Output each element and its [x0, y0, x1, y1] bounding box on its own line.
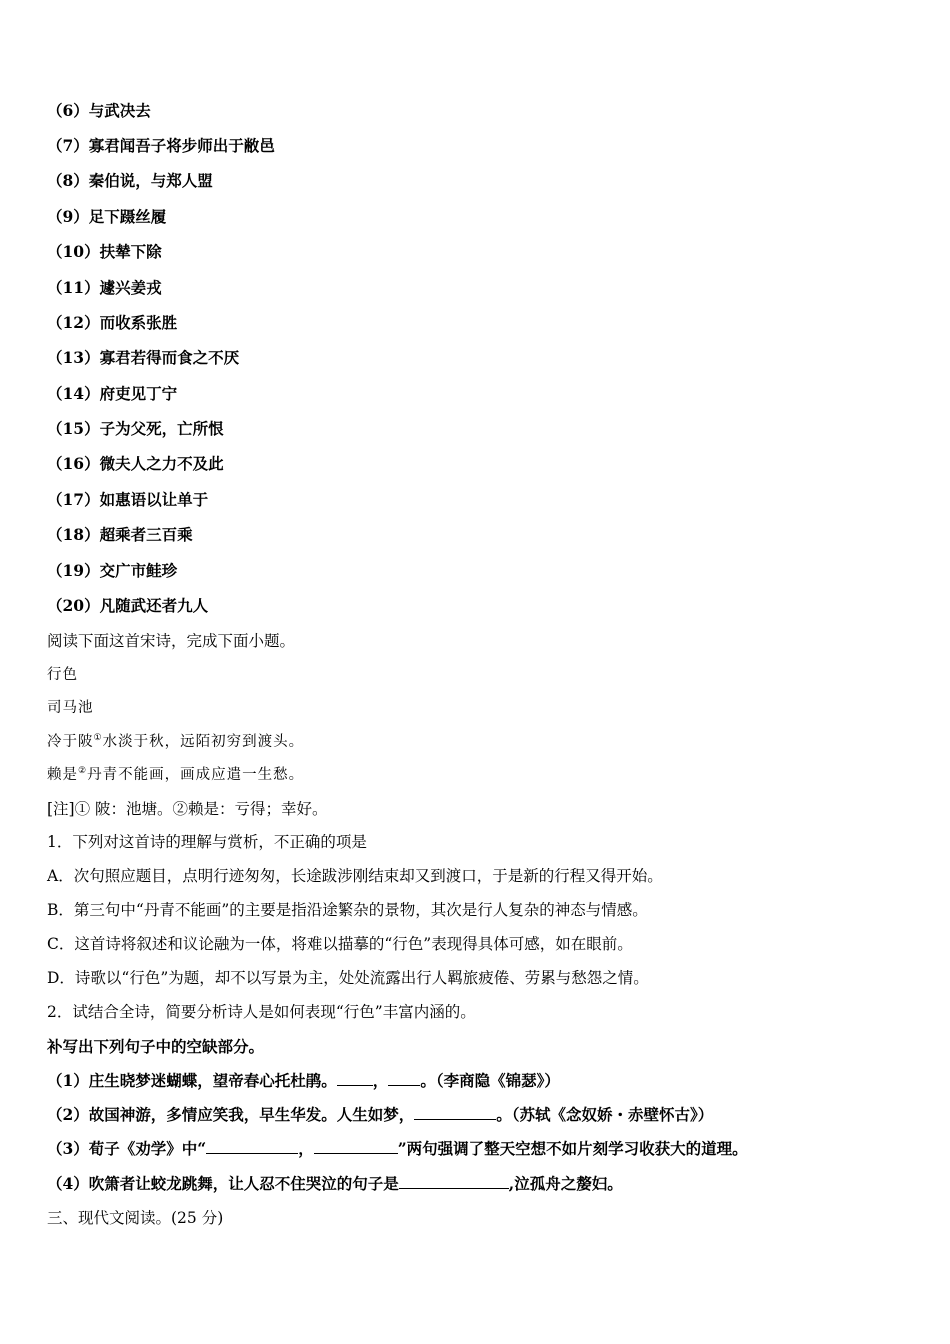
poem-line-2: 赖是②丹青不能画，画成应遣一生愁。: [47, 766, 305, 783]
answer-blank[interactable]: [314, 1138, 398, 1154]
list-item: （10）扶辇下除: [47, 242, 162, 261]
question-2: 2．试结合全诗，简要分析诗人是如何表现“行色”丰富内涵的。: [47, 1003, 476, 1021]
poem-title: 行色: [47, 667, 78, 683]
list-item: （12）而收系张胜: [47, 313, 178, 332]
footnote-mark: ①: [93, 733, 103, 744]
section-heading: 三、现代文阅读。(25 分): [47, 1209, 224, 1227]
fill-item-1: （1）庄生晓梦迷蝴蝶，望帝春心托杜鹃。 ， 。（李商隐《锦瑟》）: [47, 1071, 560, 1090]
poem-line-1: 冷于陂①水淡于秋，远陌初穷到渡头。: [47, 733, 305, 750]
list-item: （14）府吏见丁宁: [47, 384, 178, 403]
list-item: （6）与武决去: [47, 101, 151, 120]
list-item: （13）寡君若得而食之不厌: [47, 348, 240, 367]
answer-blank[interactable]: [337, 1070, 373, 1086]
fill-item-2: （2）故国神游，多情应笑我，早生华发。人生如梦， 。（苏轼《念奴娇・赤壁怀古》）: [47, 1105, 714, 1124]
list-item: （9）足下蹑丝履: [47, 207, 167, 226]
answer-blank[interactable]: [414, 1104, 496, 1120]
list-item: （17）如惠语以让单于: [47, 490, 209, 509]
fill-item-4: （4）吹箫者让蛟龙跳舞，让人忍不住哭泣的句子是 ,泣孤舟之嫠妇。: [47, 1174, 623, 1193]
poem-note: [注]① 陂：池塘。②赖是：亏得；幸好。: [47, 800, 328, 818]
list-item: （7）寡君闻吾子将步师出于敝邑: [47, 136, 275, 155]
list-item: （11）遽兴姜戎: [47, 278, 162, 297]
poem-intro: 阅读下面这首宋诗，完成下面小题。: [47, 632, 296, 650]
list-item: （16）微夫人之力不及此: [47, 454, 224, 473]
fill-item-3: （3）荀子《劝学》中“ ， ”两句强调了整天空想不如片刻学习收获大的道理。: [47, 1139, 748, 1158]
option-b: B．第三句中“丹青不能画”的主要是指沿途繁杂的景物，其次是行人复杂的神态与情感。: [47, 901, 648, 919]
answer-blank[interactable]: [399, 1173, 509, 1189]
footnote-mark: ②: [78, 766, 88, 777]
list-item: （20）凡随武还者九人: [47, 596, 209, 615]
list-item: （15）子为父死，亡所恨: [47, 419, 224, 438]
answer-blank[interactable]: [206, 1138, 298, 1154]
list-item: （19）交广市鲑珍: [47, 561, 178, 580]
option-a: A．次句照应题目，点明行迹匆匆，长途跋涉刚结束却又到渡口，于是新的行程又得开始。: [47, 867, 663, 885]
poem-author: 司马池: [47, 700, 94, 716]
option-c: C．这首诗将叙述和议论融为一体，将难以描摹的“行色”表现得具体可感，如在眼前。: [47, 935, 633, 953]
answer-blank[interactable]: [388, 1070, 420, 1086]
list-item: （8）秦伯说，与郑人盟: [47, 171, 213, 190]
list-item: （18）超乘者三百乘: [47, 525, 193, 544]
question-1: 1．下列对这首诗的理解与赏析，不正确的项是: [47, 833, 367, 851]
fill-heading: 补写出下列句子中的空缺部分。: [47, 1037, 265, 1056]
option-d: D．诗歌以“行色”为题，却不以写景为主，处处流露出行人羁旅疲倦、劳累与愁怨之情。: [47, 969, 649, 987]
